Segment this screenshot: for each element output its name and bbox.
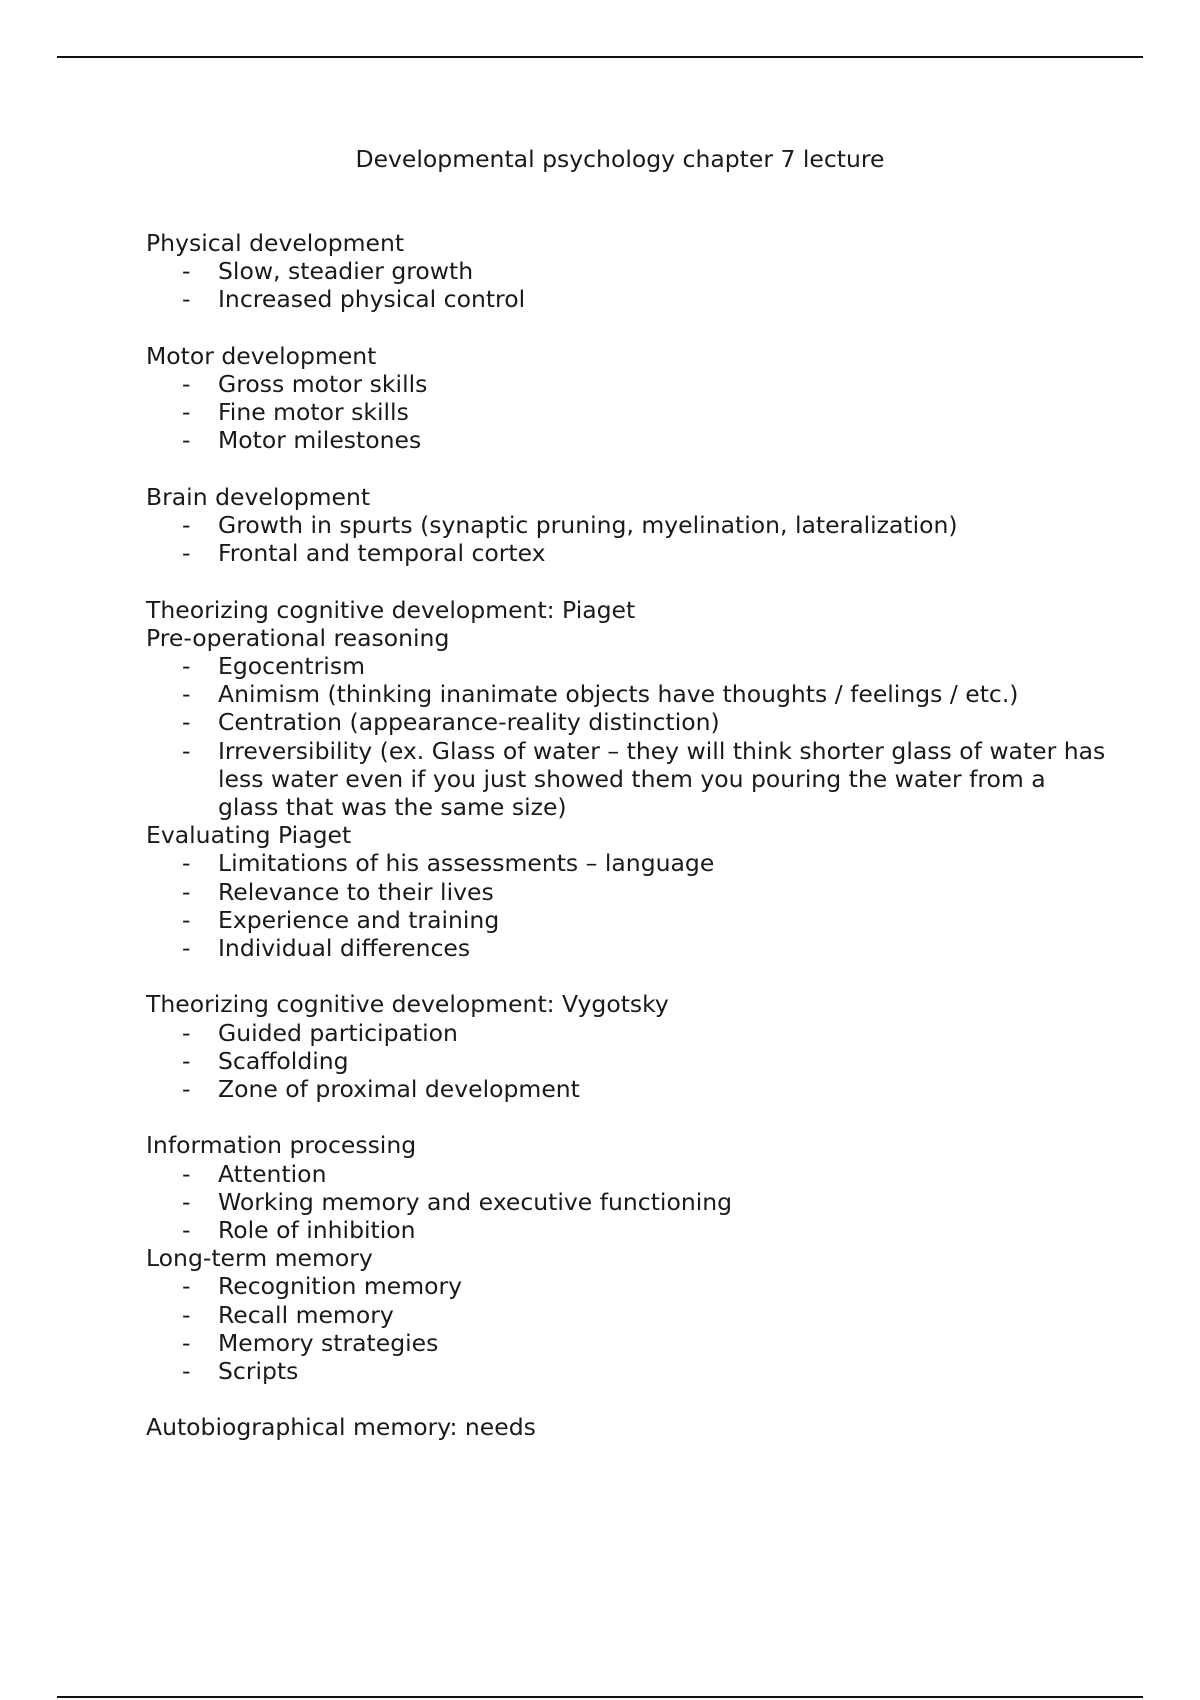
dash-bullet: - bbox=[182, 398, 191, 427]
list-item-text: Scripts bbox=[218, 1357, 299, 1386]
bullet-list bbox=[146, 1160, 1106, 1245]
dash-bullet: - bbox=[182, 1159, 191, 1188]
list-item-text: Centration (appearance-reality distinction) bbox=[218, 708, 720, 737]
bullet-list bbox=[146, 370, 1106, 455]
list-item bbox=[146, 1357, 1106, 1385]
bullet-list bbox=[146, 652, 1106, 821]
top-rule bbox=[57, 56, 1143, 58]
dash-bullet: - bbox=[182, 1018, 191, 1047]
section-heading: Information processing bbox=[146, 1131, 417, 1160]
bullet-list bbox=[146, 511, 1106, 567]
list-item-text: Attention bbox=[218, 1159, 327, 1188]
dash-bullet: - bbox=[182, 736, 191, 765]
dash-bullet: - bbox=[182, 905, 191, 934]
section-heading: Physical development bbox=[146, 229, 405, 257]
list-item bbox=[146, 285, 1106, 313]
dash-bullet: - bbox=[182, 1357, 191, 1386]
list-item bbox=[146, 426, 1106, 454]
list-item bbox=[146, 849, 1106, 877]
dash-bullet: - bbox=[182, 849, 191, 878]
section-heading: Theorizing cognitive development: Piaget bbox=[146, 595, 636, 624]
section-subheading: Pre-operational reasoning bbox=[146, 623, 450, 652]
dash-bullet: - bbox=[182, 1300, 191, 1329]
list-item-text: Limitations of his assessments – language bbox=[218, 849, 715, 878]
list-item-text: Motor milestones bbox=[218, 426, 422, 455]
dash-bullet: - bbox=[182, 934, 191, 963]
list-item bbox=[146, 737, 1106, 822]
document-title: Developmental psychology chapter 7 lecture bbox=[355, 145, 885, 173]
list-item-text: Irreversibility (ex. Glass of water – they will think shorter glass of water has less water even if you just showed them you pouring the water from a glass that was the same size) bbox=[218, 736, 1106, 822]
dash-bullet: - bbox=[182, 539, 191, 568]
dash-bullet: - bbox=[182, 680, 191, 709]
list-item bbox=[146, 878, 1106, 906]
list-item bbox=[146, 1301, 1106, 1329]
list-item bbox=[146, 680, 1106, 708]
dash-bullet: - bbox=[182, 652, 191, 680]
list-item bbox=[146, 1188, 1106, 1216]
list-item bbox=[146, 1047, 1106, 1075]
list-item-text: Scaffolding bbox=[218, 1046, 349, 1075]
dash-bullet: - bbox=[182, 426, 191, 455]
list-item bbox=[146, 934, 1106, 962]
list-item-text: Experience and training bbox=[218, 905, 500, 934]
section-heading: Theorizing cognitive development: Vygotsky bbox=[146, 990, 669, 1019]
bullet-list bbox=[146, 1272, 1106, 1385]
list-item bbox=[146, 257, 1106, 285]
list-item-text: Individual differences bbox=[218, 934, 471, 963]
section-information-processing bbox=[146, 1131, 1106, 1385]
bullet-list bbox=[146, 257, 1106, 313]
section-heading: Brain development bbox=[146, 482, 371, 511]
dash-bullet: - bbox=[182, 1272, 191, 1301]
list-item bbox=[146, 370, 1106, 398]
list-item bbox=[146, 398, 1106, 426]
section-vygotsky bbox=[146, 990, 1106, 1103]
list-item bbox=[146, 511, 1106, 539]
list-item bbox=[146, 1216, 1106, 1244]
dash-bullet: - bbox=[182, 370, 191, 398]
list-item-text: Recall memory bbox=[218, 1300, 394, 1329]
list-item-text: Recognition memory bbox=[218, 1272, 463, 1301]
list-item-text: Memory strategies bbox=[218, 1328, 439, 1357]
bullet-list bbox=[146, 1019, 1106, 1104]
dash-bullet: - bbox=[182, 708, 191, 737]
list-item-text: Frontal and temporal cortex bbox=[218, 539, 546, 568]
dash-bullet: - bbox=[182, 1046, 191, 1075]
list-item-text: Working memory and executive functioning bbox=[218, 1187, 733, 1216]
section-subheading: Evaluating Piaget bbox=[146, 821, 352, 850]
list-item bbox=[146, 1160, 1106, 1188]
list-item bbox=[146, 906, 1106, 934]
list-item-text: Gross motor skills bbox=[218, 370, 428, 398]
list-item-text: Egocentrism bbox=[218, 652, 365, 680]
list-item-text: Relevance to their lives bbox=[218, 877, 494, 906]
section-heading: Motor development bbox=[146, 341, 377, 370]
dash-bullet: - bbox=[182, 1216, 191, 1245]
list-item bbox=[146, 652, 1106, 680]
list-item bbox=[146, 1075, 1106, 1103]
dash-bullet: - bbox=[182, 1328, 191, 1357]
section-piaget bbox=[146, 596, 1106, 963]
dash-bullet: - bbox=[182, 285, 191, 314]
list-item-text: Guided participation bbox=[218, 1018, 458, 1047]
dash-bullet: - bbox=[182, 511, 191, 539]
section-subheading: Long-term memory bbox=[146, 1244, 373, 1273]
section-brain-development bbox=[146, 483, 1106, 568]
bullet-list bbox=[146, 849, 1106, 962]
document-body bbox=[146, 229, 1106, 1442]
dash-bullet: - bbox=[182, 257, 191, 286]
list-item-text: Growth in spurts (synaptic pruning, myelination, lateralization) bbox=[218, 511, 958, 539]
list-item-text: Animism (thinking inanimate objects have thoughts / feelings / etc.) bbox=[218, 680, 1019, 709]
list-item-text: Slow, steadier growth bbox=[218, 257, 474, 286]
list-item bbox=[146, 1019, 1106, 1047]
section-physical-development bbox=[146, 229, 1106, 314]
list-item-text: Role of inhibition bbox=[218, 1216, 416, 1245]
list-item-text: Fine motor skills bbox=[218, 398, 409, 427]
section-motor-development bbox=[146, 342, 1106, 455]
dash-bullet: - bbox=[182, 1075, 191, 1104]
list-item-text: Zone of proximal development bbox=[218, 1075, 580, 1104]
bottom-rule bbox=[57, 1696, 1143, 1698]
dash-bullet: - bbox=[182, 877, 191, 906]
list-item bbox=[146, 708, 1106, 736]
list-item bbox=[146, 539, 1106, 567]
list-item-text: Increased physical control bbox=[218, 285, 526, 314]
list-item bbox=[146, 1272, 1106, 1300]
section-heading: Autobiographical memory: needs bbox=[146, 1413, 536, 1442]
section-autobiographical-memory bbox=[146, 1413, 1106, 1441]
list-item bbox=[146, 1329, 1106, 1357]
dash-bullet: - bbox=[182, 1187, 191, 1216]
